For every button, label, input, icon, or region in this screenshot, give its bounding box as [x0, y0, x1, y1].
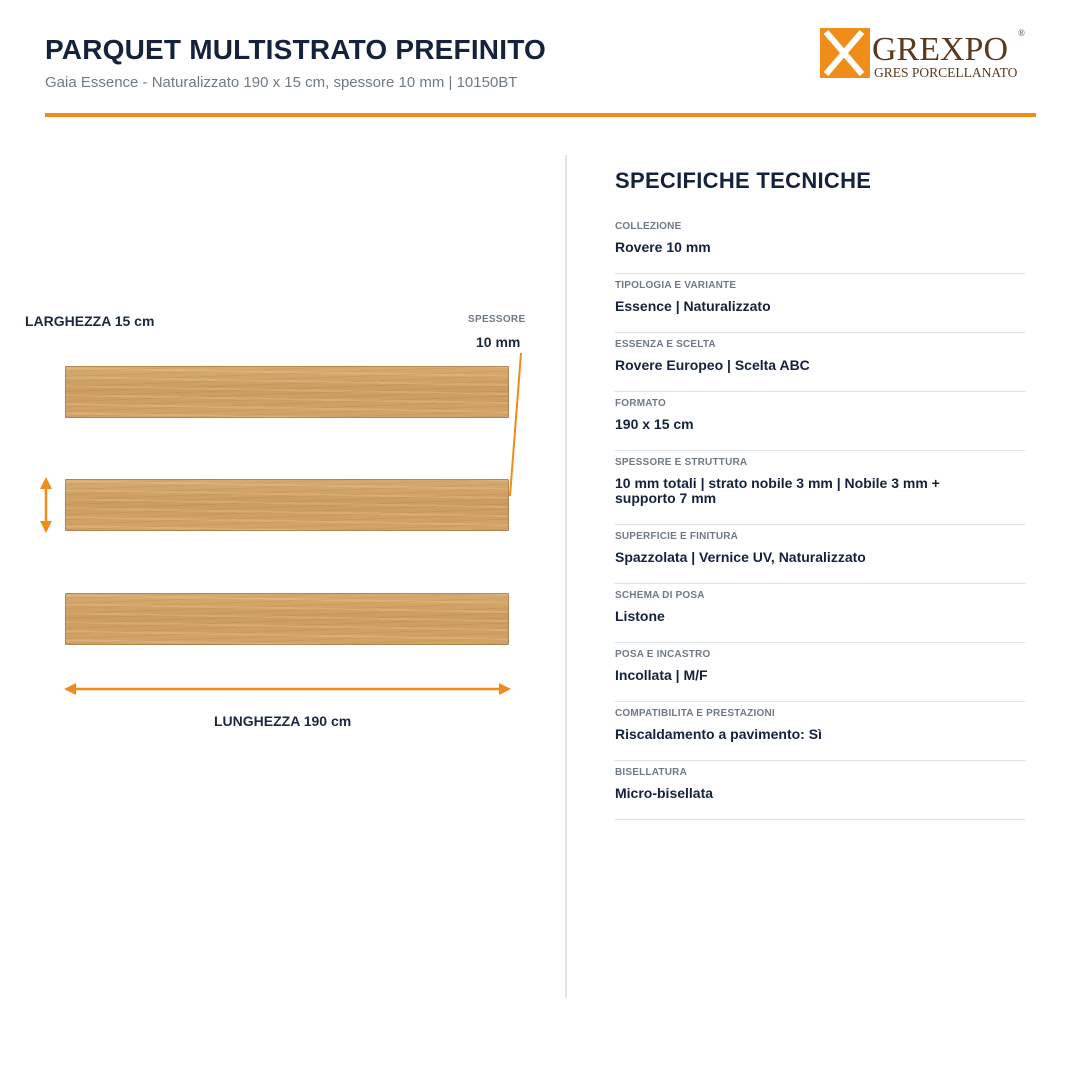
logo-tagline-text: GRES PORCELLANATO [874, 65, 1018, 80]
spec-schema-posa [615, 584, 1025, 643]
spec-label: COMPATIBILITA E PRESTAZIONI [615, 708, 775, 719]
plank-top [65, 366, 509, 418]
grexpo-logo [818, 24, 1028, 84]
spec-value: Listone [615, 608, 665, 624]
logo-brand-text: GREXPO [872, 31, 1009, 68]
spec-superficie [615, 525, 1025, 584]
spec-collezione [615, 215, 1025, 274]
spec-label: TIPOLOGIA E VARIANTE [615, 280, 737, 291]
spec-posa-incastro [615, 643, 1025, 702]
width-arrow [40, 477, 52, 533]
spec-label: BISELLATURA [615, 767, 688, 778]
header-rule [45, 113, 1036, 117]
specs-list [615, 215, 1025, 820]
spec-value: Riscaldamento a pavimento: Sì [615, 726, 822, 742]
thickness-caption: SPESSORE [468, 314, 526, 325]
page-title: PARQUET MULTISTRATO PREFINITO [45, 34, 546, 65]
spec-value: Spazzolata | Vernice UV, Naturalizzato [615, 549, 866, 565]
spec-value: Micro-bisellata [615, 785, 714, 801]
spec-value: Rovere 10 mm [615, 239, 711, 255]
plank-middle [65, 479, 509, 531]
plank-bottom [65, 593, 509, 645]
spec-spessore [615, 451, 1025, 525]
thickness-value: 10 mm [476, 334, 521, 350]
spec-label: COLLEZIONE [615, 221, 682, 232]
spec-value: Rovere Europeo | Scelta ABC [615, 357, 810, 373]
specs-title: SPECIFICHE TECNICHE [615, 168, 872, 193]
thickness-leader-line [510, 353, 521, 496]
spec-value: Incollata | M/F [615, 667, 708, 683]
spec-label: SCHEMA DI POSA [615, 590, 705, 601]
spec-bisellatura [615, 761, 1025, 820]
spec-compatibilita [615, 702, 1025, 761]
width-label: LARGHEZZA 15 cm [25, 313, 155, 329]
column-divider [565, 155, 567, 998]
length-label: LUNGHEZZA 190 cm [214, 713, 352, 729]
spec-label: SPESSORE E STRUTTURA [615, 457, 748, 468]
spec-value: 10 mm totali | strato nobile 3 mm | Nobile 3 mm + supporto 7 mm [615, 475, 940, 506]
spec-value: 190 x 15 cm [615, 416, 694, 432]
length-arrow [64, 683, 511, 695]
spec-label: POSA E INCASTRO [615, 649, 711, 660]
spec-essenza [615, 333, 1025, 392]
logo-registered-mark: ® [1018, 28, 1025, 38]
spec-label: ESSENZA E SCELTA [615, 339, 716, 350]
spec-value: Essence | Naturalizzato [615, 298, 771, 314]
spec-label: FORMATO [615, 398, 667, 409]
spec-label: SUPERFICIE E FINITURA [615, 531, 739, 542]
spec-tipologia [615, 274, 1025, 333]
spec-formato [615, 392, 1025, 451]
page-subtitle: Gaia Essence - Naturalizzato 190 x 15 cm, spessore 10 mm | 10150BT [45, 74, 518, 91]
